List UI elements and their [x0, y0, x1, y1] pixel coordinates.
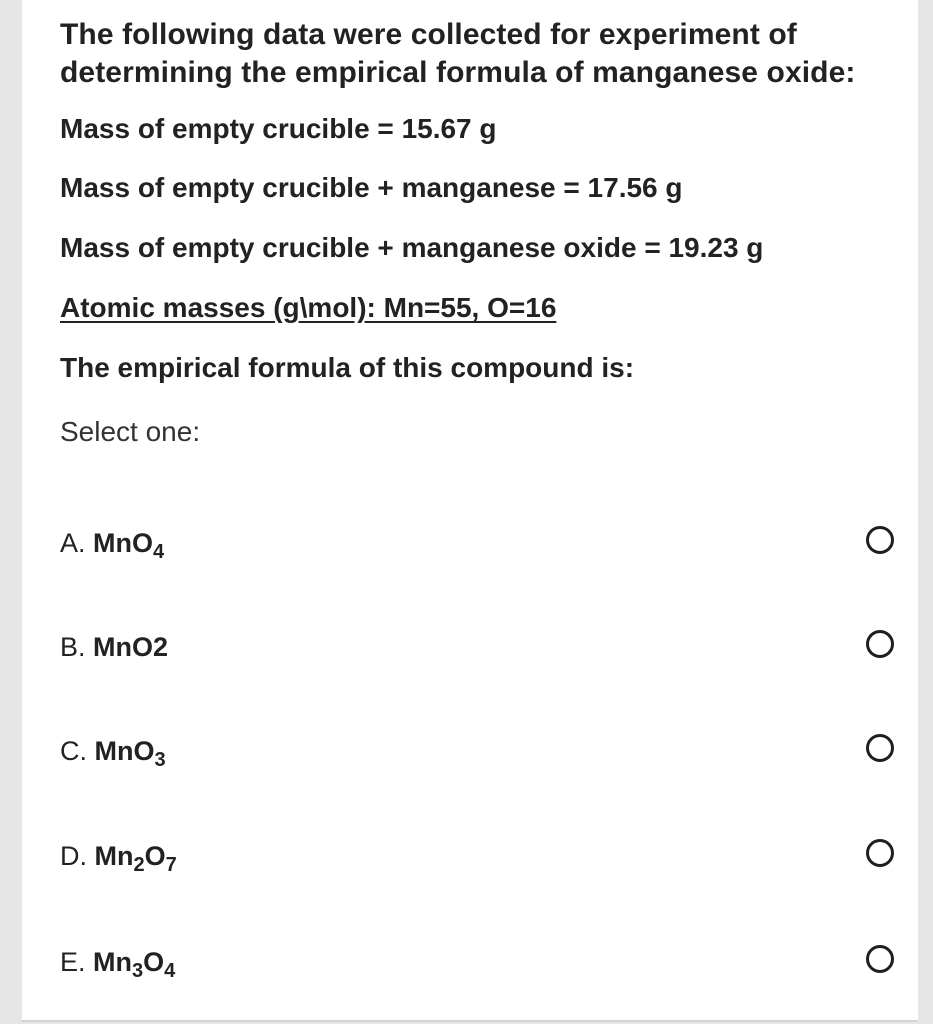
option-a[interactable]	[60, 514, 900, 574]
question-title-line1: The following data were collected for experiment of	[60, 18, 797, 51]
option-d-label	[60, 841, 177, 876]
option-a-o-subscript: 4	[153, 541, 165, 563]
option-a-letter: A.	[60, 528, 86, 558]
option-d-mn: Mn	[94, 841, 134, 871]
question-card	[22, 0, 918, 1022]
option-c-formula	[94, 736, 166, 771]
option-e-label	[60, 947, 176, 982]
option-d-mn-subscript: 2	[133, 854, 145, 876]
option-c-o-subscript: 3	[154, 749, 166, 771]
option-d-letter: D.	[60, 841, 87, 871]
option-c-formula-main: MnO	[94, 736, 155, 766]
option-d-o-subscript: 7	[165, 854, 177, 876]
option-b-radio[interactable]	[866, 630, 894, 658]
option-e-o: O	[143, 947, 165, 977]
question-title	[60, 16, 880, 92]
option-e[interactable]	[60, 933, 900, 993]
select-one-label: Select one:	[60, 416, 201, 447]
atomic-masses: Atomic masses (g\mol): Mn=55, O=16	[60, 292, 557, 323]
option-a-label	[60, 528, 165, 563]
question-title-line2: determining the empirical formula of manganese oxide:	[60, 56, 856, 89]
option-c[interactable]	[60, 722, 900, 782]
option-e-mn-subscript: 3	[132, 960, 144, 982]
mass-crucible-manganese-oxide: Mass of empty crucible + manganese oxide = 19.23 g	[60, 232, 764, 263]
option-a-formula-main: MnO	[93, 528, 154, 558]
option-b-formula: MnO2	[93, 632, 169, 662]
option-e-mn: Mn	[93, 947, 133, 977]
option-b-letter: B.	[60, 632, 86, 662]
option-a-radio[interactable]	[866, 526, 894, 554]
option-e-radio[interactable]	[866, 945, 894, 973]
option-e-formula	[93, 947, 176, 982]
option-e-letter: E.	[60, 947, 86, 977]
option-c-label	[60, 736, 166, 771]
option-d[interactable]	[60, 827, 900, 887]
question-prompt: The empirical formula of this compound is:	[60, 352, 635, 383]
option-c-letter: C.	[60, 736, 87, 766]
mass-empty-crucible: Mass of empty crucible = 15.67 g	[60, 113, 497, 144]
option-a-formula	[93, 528, 165, 563]
option-d-o: O	[144, 841, 166, 871]
option-b[interactable]	[60, 618, 900, 678]
option-d-radio[interactable]	[866, 839, 894, 867]
option-d-formula	[94, 841, 177, 876]
option-e-o-subscript: 4	[164, 960, 176, 982]
question-header	[60, 16, 880, 92]
option-b-label	[60, 632, 168, 663]
option-c-radio[interactable]	[866, 734, 894, 762]
mass-crucible-manganese: Mass of empty crucible + manganese = 17.56 g	[60, 172, 683, 203]
